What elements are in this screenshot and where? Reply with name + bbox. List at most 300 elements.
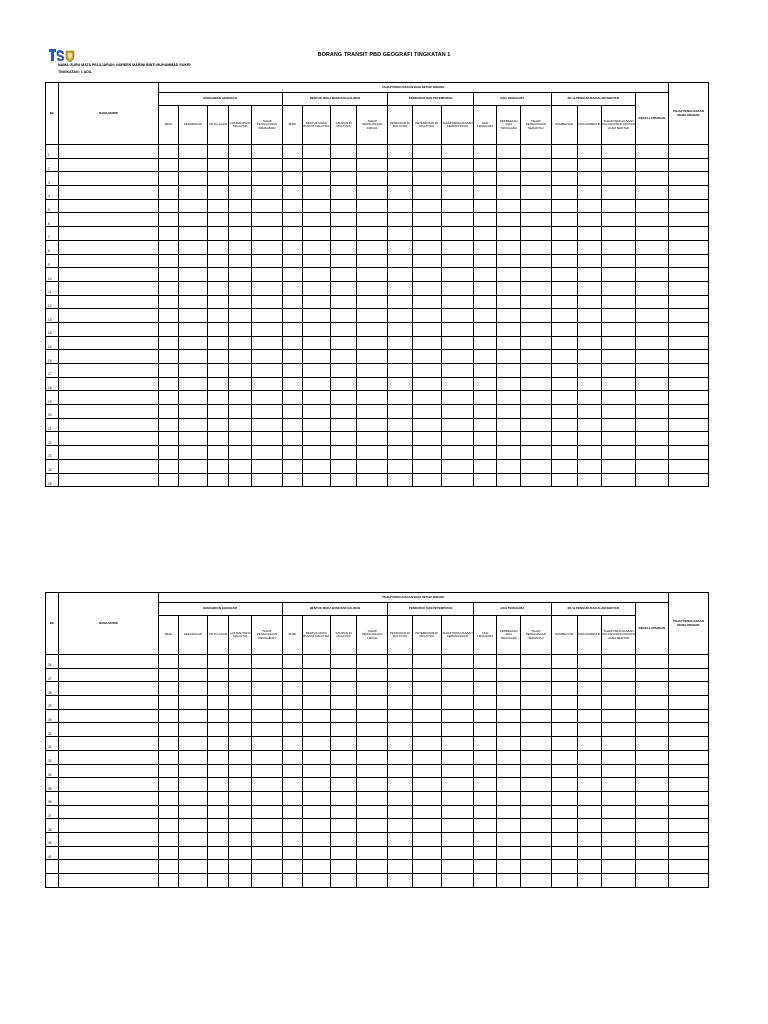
score-cell[interactable] xyxy=(388,723,412,737)
score-cell[interactable] xyxy=(252,199,282,213)
score-cell[interactable] xyxy=(388,254,412,268)
student-name-cell[interactable] xyxy=(59,709,159,723)
score-cell[interactable] xyxy=(229,405,252,419)
score-cell[interactable] xyxy=(601,418,635,432)
score-cell[interactable] xyxy=(521,145,551,159)
score-cell[interactable] xyxy=(158,709,178,723)
score-cell[interactable] xyxy=(473,268,496,282)
score-cell[interactable] xyxy=(178,805,207,819)
score-cell[interactable] xyxy=(357,322,388,336)
score-cell[interactable] xyxy=(441,391,473,405)
score-cell[interactable] xyxy=(497,791,521,805)
score-cell[interactable] xyxy=(412,846,441,860)
score-cell[interactable] xyxy=(521,723,551,737)
score-cell[interactable] xyxy=(302,750,330,764)
score-cell[interactable] xyxy=(497,391,521,405)
score-cell[interactable] xyxy=(473,459,496,473)
score-cell[interactable] xyxy=(229,418,252,432)
score-cell[interactable] xyxy=(521,268,551,282)
score-cell[interactable] xyxy=(178,459,207,473)
score-cell[interactable] xyxy=(208,764,229,778)
student-name-cell[interactable] xyxy=(59,418,159,432)
score-cell[interactable] xyxy=(158,832,178,846)
score-cell[interactable] xyxy=(601,336,635,350)
score-cell[interactable] xyxy=(441,709,473,723)
score-cell[interactable] xyxy=(601,158,635,172)
score-cell[interactable] xyxy=(521,737,551,751)
score-cell[interactable] xyxy=(412,336,441,350)
score-cell[interactable] xyxy=(208,145,229,159)
score-cell[interactable] xyxy=(302,846,330,860)
score-cell[interactable] xyxy=(158,199,178,213)
score-cell[interactable] xyxy=(158,227,178,241)
score-cell[interactable] xyxy=(668,791,708,805)
score-cell[interactable] xyxy=(229,281,252,295)
score-cell[interactable] xyxy=(497,764,521,778)
student-name-cell[interactable] xyxy=(59,696,159,710)
score-cell[interactable] xyxy=(668,846,708,860)
score-cell[interactable] xyxy=(601,682,635,696)
score-cell[interactable] xyxy=(636,696,668,710)
score-cell[interactable] xyxy=(158,240,178,254)
score-cell[interactable] xyxy=(388,199,412,213)
score-cell[interactable] xyxy=(577,405,601,419)
score-cell[interactable] xyxy=(178,405,207,419)
score-cell[interactable] xyxy=(208,213,229,227)
score-cell[interactable] xyxy=(441,364,473,378)
score-cell[interactable] xyxy=(357,446,388,460)
score-cell[interactable] xyxy=(388,696,412,710)
score-cell[interactable] xyxy=(388,832,412,846)
score-cell[interactable] xyxy=(636,309,668,323)
score-cell[interactable] xyxy=(636,473,668,487)
score-cell[interactable] xyxy=(282,240,302,254)
score-cell[interactable] xyxy=(551,391,577,405)
score-cell[interactable] xyxy=(302,709,330,723)
score-cell[interactable] xyxy=(158,737,178,751)
score-cell[interactable] xyxy=(229,446,252,460)
score-cell[interactable] xyxy=(282,764,302,778)
score-cell[interactable] xyxy=(473,213,496,227)
score-cell[interactable] xyxy=(521,227,551,241)
score-cell[interactable] xyxy=(330,764,356,778)
score-cell[interactable] xyxy=(158,145,178,159)
score-cell[interactable] xyxy=(178,186,207,200)
score-cell[interactable] xyxy=(473,391,496,405)
score-cell[interactable] xyxy=(577,158,601,172)
score-cell[interactable] xyxy=(282,860,302,874)
score-cell[interactable] xyxy=(282,791,302,805)
score-cell[interactable] xyxy=(551,295,577,309)
score-cell[interactable] xyxy=(473,473,496,487)
score-cell[interactable] xyxy=(178,750,207,764)
score-cell[interactable] xyxy=(178,832,207,846)
score-cell[interactable] xyxy=(229,459,252,473)
score-cell[interactable] xyxy=(388,391,412,405)
score-cell[interactable] xyxy=(473,281,496,295)
score-cell[interactable] xyxy=(412,309,441,323)
score-cell[interactable] xyxy=(229,350,252,364)
score-cell[interactable] xyxy=(158,268,178,282)
score-cell[interactable] xyxy=(551,819,577,833)
score-cell[interactable] xyxy=(668,860,708,874)
score-cell[interactable] xyxy=(178,240,207,254)
score-cell[interactable] xyxy=(636,819,668,833)
score-cell[interactable] xyxy=(357,145,388,159)
score-cell[interactable] xyxy=(229,295,252,309)
score-cell[interactable] xyxy=(412,723,441,737)
score-cell[interactable] xyxy=(521,364,551,378)
score-cell[interactable] xyxy=(229,874,252,888)
score-cell[interactable] xyxy=(208,778,229,792)
score-cell[interactable] xyxy=(388,791,412,805)
score-cell[interactable] xyxy=(636,172,668,186)
score-cell[interactable] xyxy=(441,295,473,309)
score-cell[interactable] xyxy=(208,391,229,405)
student-name-cell[interactable] xyxy=(59,227,159,241)
score-cell[interactable] xyxy=(302,295,330,309)
score-cell[interactable] xyxy=(357,819,388,833)
score-cell[interactable] xyxy=(551,874,577,888)
score-cell[interactable] xyxy=(388,860,412,874)
score-cell[interactable] xyxy=(330,145,356,159)
score-cell[interactable] xyxy=(551,764,577,778)
score-cell[interactable] xyxy=(388,750,412,764)
score-cell[interactable] xyxy=(577,764,601,778)
score-cell[interactable] xyxy=(302,668,330,682)
score-cell[interactable] xyxy=(601,295,635,309)
score-cell[interactable] xyxy=(412,473,441,487)
score-cell[interactable] xyxy=(252,405,282,419)
score-cell[interactable] xyxy=(178,364,207,378)
score-cell[interactable] xyxy=(302,240,330,254)
score-cell[interactable] xyxy=(252,723,282,737)
score-cell[interactable] xyxy=(178,764,207,778)
score-cell[interactable] xyxy=(601,764,635,778)
score-cell[interactable] xyxy=(357,709,388,723)
score-cell[interactable] xyxy=(252,350,282,364)
score-cell[interactable] xyxy=(497,778,521,792)
score-cell[interactable] xyxy=(668,682,708,696)
score-cell[interactable] xyxy=(636,322,668,336)
score-cell[interactable] xyxy=(577,874,601,888)
score-cell[interactable] xyxy=(668,418,708,432)
score-cell[interactable] xyxy=(302,446,330,460)
score-cell[interactable] xyxy=(577,322,601,336)
score-cell[interactable] xyxy=(252,709,282,723)
score-cell[interactable] xyxy=(577,213,601,227)
score-cell[interactable] xyxy=(601,846,635,860)
score-cell[interactable] xyxy=(252,418,282,432)
score-cell[interactable] xyxy=(577,819,601,833)
score-cell[interactable] xyxy=(636,832,668,846)
score-cell[interactable] xyxy=(229,819,252,833)
score-cell[interactable] xyxy=(551,268,577,282)
score-cell[interactable] xyxy=(412,405,441,419)
score-cell[interactable] xyxy=(357,213,388,227)
score-cell[interactable] xyxy=(497,860,521,874)
score-cell[interactable] xyxy=(158,213,178,227)
score-cell[interactable] xyxy=(441,227,473,241)
score-cell[interactable] xyxy=(473,309,496,323)
score-cell[interactable] xyxy=(551,682,577,696)
score-cell[interactable] xyxy=(158,819,178,833)
score-cell[interactable] xyxy=(636,158,668,172)
score-cell[interactable] xyxy=(473,295,496,309)
score-cell[interactable] xyxy=(601,309,635,323)
score-cell[interactable] xyxy=(497,336,521,350)
score-cell[interactable] xyxy=(208,336,229,350)
score-cell[interactable] xyxy=(473,172,496,186)
score-cell[interactable] xyxy=(601,459,635,473)
score-cell[interactable] xyxy=(282,227,302,241)
score-cell[interactable] xyxy=(229,213,252,227)
score-cell[interactable] xyxy=(668,832,708,846)
score-cell[interactable] xyxy=(229,432,252,446)
score-cell[interactable] xyxy=(412,459,441,473)
score-cell[interactable] xyxy=(158,655,178,669)
score-cell[interactable] xyxy=(412,832,441,846)
score-cell[interactable] xyxy=(282,696,302,710)
student-name-cell[interactable] xyxy=(59,240,159,254)
score-cell[interactable] xyxy=(601,405,635,419)
score-cell[interactable] xyxy=(229,750,252,764)
score-cell[interactable] xyxy=(601,213,635,227)
student-name-cell[interactable] xyxy=(59,846,159,860)
score-cell[interactable] xyxy=(668,750,708,764)
score-cell[interactable] xyxy=(636,805,668,819)
score-cell[interactable] xyxy=(473,377,496,391)
score-cell[interactable] xyxy=(636,295,668,309)
score-cell[interactable] xyxy=(208,240,229,254)
score-cell[interactable] xyxy=(302,281,330,295)
score-cell[interactable] xyxy=(668,240,708,254)
student-name-cell[interactable] xyxy=(59,819,159,833)
student-name-cell[interactable] xyxy=(59,364,159,378)
score-cell[interactable] xyxy=(330,240,356,254)
score-cell[interactable] xyxy=(412,778,441,792)
score-cell[interactable] xyxy=(252,446,282,460)
score-cell[interactable] xyxy=(497,213,521,227)
score-cell[interactable] xyxy=(330,227,356,241)
score-cell[interactable] xyxy=(441,805,473,819)
score-cell[interactable] xyxy=(441,791,473,805)
student-name-cell[interactable] xyxy=(59,186,159,200)
score-cell[interactable] xyxy=(551,418,577,432)
score-cell[interactable] xyxy=(229,473,252,487)
score-cell[interactable] xyxy=(229,846,252,860)
score-cell[interactable] xyxy=(282,281,302,295)
score-cell[interactable] xyxy=(497,819,521,833)
score-cell[interactable] xyxy=(521,281,551,295)
score-cell[interactable] xyxy=(302,819,330,833)
score-cell[interactable] xyxy=(330,322,356,336)
score-cell[interactable] xyxy=(521,778,551,792)
score-cell[interactable] xyxy=(282,832,302,846)
score-cell[interactable] xyxy=(282,213,302,227)
score-cell[interactable] xyxy=(412,791,441,805)
score-cell[interactable] xyxy=(636,391,668,405)
score-cell[interactable] xyxy=(601,473,635,487)
score-cell[interactable] xyxy=(357,364,388,378)
score-cell[interactable] xyxy=(601,655,635,669)
score-cell[interactable] xyxy=(636,709,668,723)
score-cell[interactable] xyxy=(412,682,441,696)
score-cell[interactable] xyxy=(473,860,496,874)
score-cell[interactable] xyxy=(158,336,178,350)
score-cell[interactable] xyxy=(577,696,601,710)
score-cell[interactable] xyxy=(158,696,178,710)
score-cell[interactable] xyxy=(497,723,521,737)
score-cell[interactable] xyxy=(252,172,282,186)
score-cell[interactable] xyxy=(521,805,551,819)
score-cell[interactable] xyxy=(497,473,521,487)
score-cell[interactable] xyxy=(282,737,302,751)
score-cell[interactable] xyxy=(282,405,302,419)
score-cell[interactable] xyxy=(441,213,473,227)
student-name-cell[interactable] xyxy=(59,172,159,186)
score-cell[interactable] xyxy=(521,309,551,323)
score-cell[interactable] xyxy=(302,459,330,473)
score-cell[interactable] xyxy=(577,350,601,364)
score-cell[interactable] xyxy=(577,473,601,487)
score-cell[interactable] xyxy=(282,655,302,669)
score-cell[interactable] xyxy=(577,432,601,446)
score-cell[interactable] xyxy=(388,846,412,860)
score-cell[interactable] xyxy=(302,227,330,241)
student-name-cell[interactable] xyxy=(59,723,159,737)
score-cell[interactable] xyxy=(497,405,521,419)
score-cell[interactable] xyxy=(282,805,302,819)
score-cell[interactable] xyxy=(208,446,229,460)
score-cell[interactable] xyxy=(577,682,601,696)
score-cell[interactable] xyxy=(388,309,412,323)
score-cell[interactable] xyxy=(158,446,178,460)
score-cell[interactable] xyxy=(668,145,708,159)
score-cell[interactable] xyxy=(497,295,521,309)
score-cell[interactable] xyxy=(412,199,441,213)
score-cell[interactable] xyxy=(302,405,330,419)
score-cell[interactable] xyxy=(497,446,521,460)
score-cell[interactable] xyxy=(357,268,388,282)
score-cell[interactable] xyxy=(208,322,229,336)
score-cell[interactable] xyxy=(388,213,412,227)
score-cell[interactable] xyxy=(357,860,388,874)
student-name-cell[interactable] xyxy=(59,874,159,888)
score-cell[interactable] xyxy=(551,473,577,487)
score-cell[interactable] xyxy=(521,764,551,778)
score-cell[interactable] xyxy=(668,213,708,227)
score-cell[interactable] xyxy=(473,199,496,213)
score-cell[interactable] xyxy=(473,364,496,378)
score-cell[interactable] xyxy=(668,377,708,391)
score-cell[interactable] xyxy=(388,473,412,487)
score-cell[interactable] xyxy=(330,709,356,723)
score-cell[interactable] xyxy=(252,459,282,473)
score-cell[interactable] xyxy=(178,655,207,669)
score-cell[interactable] xyxy=(473,874,496,888)
score-cell[interactable] xyxy=(668,778,708,792)
score-cell[interactable] xyxy=(252,473,282,487)
score-cell[interactable] xyxy=(497,668,521,682)
score-cell[interactable] xyxy=(668,655,708,669)
score-cell[interactable] xyxy=(208,737,229,751)
score-cell[interactable] xyxy=(229,145,252,159)
score-cell[interactable] xyxy=(636,199,668,213)
score-cell[interactable] xyxy=(252,805,282,819)
score-cell[interactable] xyxy=(302,364,330,378)
score-cell[interactable] xyxy=(252,322,282,336)
student-name-cell[interactable] xyxy=(59,860,159,874)
score-cell[interactable] xyxy=(668,696,708,710)
score-cell[interactable] xyxy=(302,737,330,751)
score-cell[interactable] xyxy=(357,295,388,309)
score-cell[interactable] xyxy=(208,281,229,295)
score-cell[interactable] xyxy=(473,145,496,159)
score-cell[interactable] xyxy=(521,696,551,710)
student-name-cell[interactable] xyxy=(59,281,159,295)
score-cell[interactable] xyxy=(330,158,356,172)
score-cell[interactable] xyxy=(302,432,330,446)
score-cell[interactable] xyxy=(577,172,601,186)
student-name-cell[interactable] xyxy=(59,350,159,364)
score-cell[interactable] xyxy=(178,682,207,696)
score-cell[interactable] xyxy=(208,846,229,860)
score-cell[interactable] xyxy=(636,405,668,419)
score-cell[interactable] xyxy=(330,723,356,737)
score-cell[interactable] xyxy=(388,186,412,200)
score-cell[interactable] xyxy=(357,172,388,186)
score-cell[interactable] xyxy=(282,709,302,723)
score-cell[interactable] xyxy=(521,874,551,888)
score-cell[interactable] xyxy=(252,295,282,309)
score-cell[interactable] xyxy=(229,778,252,792)
score-cell[interactable] xyxy=(441,254,473,268)
score-cell[interactable] xyxy=(330,336,356,350)
score-cell[interactable] xyxy=(388,364,412,378)
score-cell[interactable] xyxy=(577,805,601,819)
score-cell[interactable] xyxy=(357,199,388,213)
score-cell[interactable] xyxy=(601,791,635,805)
score-cell[interactable] xyxy=(357,682,388,696)
score-cell[interactable] xyxy=(601,668,635,682)
score-cell[interactable] xyxy=(357,158,388,172)
score-cell[interactable] xyxy=(330,655,356,669)
score-cell[interactable] xyxy=(521,336,551,350)
score-cell[interactable] xyxy=(521,199,551,213)
student-name-cell[interactable] xyxy=(59,805,159,819)
score-cell[interactable] xyxy=(473,446,496,460)
score-cell[interactable] xyxy=(158,750,178,764)
score-cell[interactable] xyxy=(388,655,412,669)
score-cell[interactable] xyxy=(357,350,388,364)
score-cell[interactable] xyxy=(668,805,708,819)
score-cell[interactable] xyxy=(252,213,282,227)
student-name-cell[interactable] xyxy=(59,750,159,764)
score-cell[interactable] xyxy=(601,723,635,737)
score-cell[interactable] xyxy=(601,737,635,751)
score-cell[interactable] xyxy=(229,391,252,405)
score-cell[interactable] xyxy=(330,405,356,419)
score-cell[interactable] xyxy=(229,158,252,172)
score-cell[interactable] xyxy=(282,418,302,432)
score-cell[interactable] xyxy=(388,874,412,888)
score-cell[interactable] xyxy=(668,336,708,350)
score-cell[interactable] xyxy=(302,268,330,282)
score-cell[interactable] xyxy=(668,874,708,888)
score-cell[interactable] xyxy=(229,805,252,819)
score-cell[interactable] xyxy=(668,459,708,473)
